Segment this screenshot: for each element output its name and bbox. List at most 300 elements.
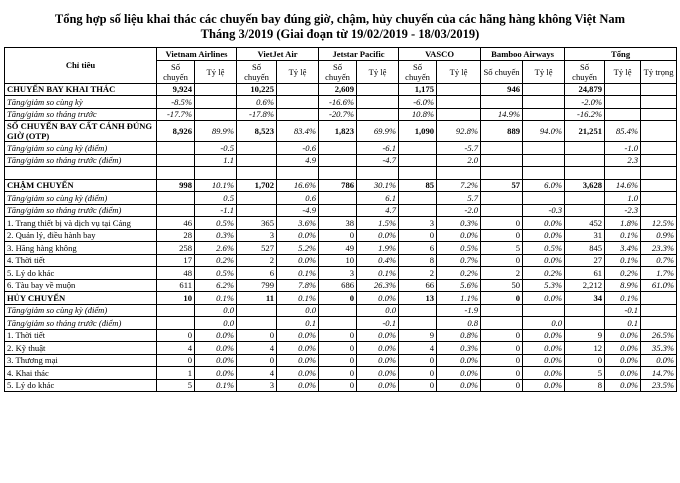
table-cell: 0.5% [523,242,565,255]
table-cell [277,167,319,180]
table-cell: 0 [319,229,357,242]
table-cell: 50 [481,279,523,292]
table-cell: 5.2% [277,242,319,255]
table-cell: 0 [481,354,523,367]
table-cell: 0 [481,342,523,355]
row-label: Tăng/giảm so tháng trước (điểm) [5,317,157,330]
table-cell: 3.6% [277,217,319,230]
table-cell [319,317,357,330]
table-cell: 2.6% [195,242,237,255]
table-cell: 0.0% [277,379,319,392]
table-cell: 5 [157,379,195,392]
header-ty-le: Tỷ lệ [277,60,319,83]
table-cell: 2 [481,267,523,280]
table-cell: 1.1 [195,154,237,167]
table-cell [605,167,641,180]
table-cell: 89.9% [195,121,237,142]
table-cell [481,154,523,167]
table-cell: 26.3% [357,279,399,292]
table-cell [605,83,641,96]
table-cell: -16.6% [319,96,357,109]
table-cell [237,192,277,205]
header-ty-le: Tỷ lệ [605,60,641,83]
table-cell: 9 [565,329,605,342]
table-cell: 0.2% [437,267,481,280]
table-cell: 8 [565,379,605,392]
report-title-line1: Tổng hợp số liệu khai thác các chuyến bay đúng giờ, chậm, hủy chuyến của các hãng hàng không Việt Nam [54,12,626,26]
table-cell: 0 [319,329,357,342]
table-cell [641,179,677,192]
table-cell: 6.2% [195,279,237,292]
table-cell: 0.0% [195,354,237,367]
table-cell: 0.1% [605,292,641,305]
table-cell [523,167,565,180]
table-cell: 0.5% [195,267,237,280]
table-cell: 0.0% [277,329,319,342]
table-cell: 258 [157,242,195,255]
header-row-airlines [5,48,677,61]
table-cell: 0 [399,354,437,367]
row-label: 2. Quản lý, điều hành bay [5,229,157,242]
table-cell: 0 [481,292,523,305]
table-cell: 85.4% [605,121,641,142]
header-vasco: VASCO [399,48,481,61]
table-cell: 1.8% [605,217,641,230]
table-cell [157,154,195,167]
table-cell: 69.9% [357,121,399,142]
header-ty-le: Tỷ lệ [195,60,237,83]
table-cell: 1,702 [237,179,277,192]
table-cell: 23.5% [641,379,677,392]
row-label: Tăng/giảm so tháng trước (điểm) [5,154,157,167]
table-cell: 3 [399,217,437,230]
table-cell: 611 [157,279,195,292]
table-cell [237,204,277,217]
table-cell: 21,251 [565,121,605,142]
table-cell: -4.9 [277,204,319,217]
table-cell [641,121,677,142]
table-cell [565,142,605,155]
table-cell: 0 [319,379,357,392]
table-cell [641,292,677,305]
row-label: 3. Thương mại [5,354,157,367]
table-cell: 6 [237,267,277,280]
row-label: SỐ CHUYẾN BAY CẤT CÁNH ĐÚNG GIỜ (OTP) [5,121,157,142]
row-label: Tăng/giảm so cùng kỳ (điểm) [5,192,157,205]
table-cell: 27 [565,254,605,267]
table-row [5,217,677,230]
table-cell: 0.0 [357,304,399,317]
table-cell: 10 [157,292,195,305]
table-cell [641,204,677,217]
table-cell: -17.7% [157,108,195,121]
table-cell: 14.6% [605,179,641,192]
table-cell [157,304,195,317]
row-label: 6. Tàu bay về muộn [5,279,157,292]
table-cell: 12 [565,342,605,355]
table-cell: 8,926 [157,121,195,142]
table-cell: 0.1% [277,292,319,305]
table-row [5,267,677,280]
table-cell: -0.6 [277,142,319,155]
table-cell: -2.0 [437,204,481,217]
table-cell: 686 [319,279,357,292]
table-cell: 5.7 [437,192,481,205]
table-cell: 4 [157,342,195,355]
report-title [0,12,680,42]
table-cell: 2.3 [605,154,641,167]
table-cell: -1.9 [437,304,481,317]
table-cell: 0 [399,367,437,380]
table-cell: 845 [565,242,605,255]
table-cell: 3 [237,379,277,392]
table-cell [605,96,641,109]
table-cell: 0.9% [641,229,677,242]
header-tong: Tổng [565,48,677,61]
table-cell: 13 [399,292,437,305]
table-cell [481,96,523,109]
table-cell [437,167,481,180]
table-cell: 0.0% [523,379,565,392]
table-cell: 0.1 [277,317,319,330]
table-cell: 1 [157,367,195,380]
row-label: Tăng/giảm so tháng trước (điểm) [5,204,157,217]
table-cell: 14.9% [481,108,523,121]
table-cell: 0 [237,329,277,342]
table-cell [357,108,399,121]
table-cell [195,83,237,96]
table-cell: 0 [481,379,523,392]
table-cell: 1,175 [399,83,437,96]
table-cell: -1.1 [195,204,237,217]
table-cell: 1.9% [357,242,399,255]
table-cell [605,108,641,121]
table-cell: -0.1 [357,317,399,330]
table-cell: 6.0% [523,179,565,192]
report-title-line2: Tháng 3/2019 (Giai đoạn từ 19/02/2019 - 18/03/2019) [200,27,480,41]
table-cell [195,96,237,109]
table-cell: 0.0% [523,354,565,367]
header-ty-le: Tỷ lệ [437,60,481,83]
table-cell: 83.4% [277,121,319,142]
table-cell: 5 [565,367,605,380]
table-cell [319,204,357,217]
row-label: 4. Thời tiết [5,254,157,267]
table-cell: 0.2% [523,267,565,280]
header-so-chuyen: Số chuyến [157,60,195,83]
table-cell [357,83,399,96]
header-vietnam-airlines: Vietnam Airlines [157,48,237,61]
table-cell [523,142,565,155]
table-row [5,121,677,142]
table-cell: 0.0% [641,354,677,367]
table-cell: 26.5% [641,329,677,342]
table-cell: 2 [399,267,437,280]
table-cell: 0.1% [195,292,237,305]
table-cell: 2,212 [565,279,605,292]
table-cell [481,167,523,180]
table-cell: 35.3% [641,342,677,355]
row-label [5,167,157,180]
table-cell: 0.0% [437,379,481,392]
table-cell: 0.0 [277,304,319,317]
table-cell: -6.1 [357,142,399,155]
table-cell [399,304,437,317]
table-cell: 4 [237,367,277,380]
table-cell [157,142,195,155]
table-cell: 8 [399,254,437,267]
table-cell [565,154,605,167]
table-cell: 0.0% [605,379,641,392]
table-cell: 0.0% [357,329,399,342]
table-cell [319,167,357,180]
header-so-chuyen: Số chuyến [319,60,357,83]
table-cell: 1.7% [641,267,677,280]
table-cell: 10 [319,254,357,267]
table-cell [641,142,677,155]
table-cell: 61 [565,267,605,280]
table-body [5,83,677,392]
table-cell: -17.8% [237,108,277,121]
table-cell: 946 [481,83,523,96]
row-label: Tăng/giảm so cùng kỳ (điểm) [5,304,157,317]
table-cell: 0.0% [523,229,565,242]
row-label: Tăng/giảm so tháng trước [5,108,157,121]
table-cell [481,192,523,205]
table-cell: -6.0% [399,96,437,109]
table-cell: 31 [565,229,605,242]
table-cell [641,154,677,167]
table-cell: 0.5 [195,192,237,205]
table-cell [157,167,195,180]
table-cell: 452 [565,217,605,230]
table-cell: 0.2% [195,254,237,267]
table-cell [565,192,605,205]
header-vietjet-air: VietJet Air [237,48,319,61]
table-cell: 92.8% [437,121,481,142]
table-cell: 48 [157,267,195,280]
table-cell: 6 [399,242,437,255]
table-cell: 0 [319,342,357,355]
table-cell: 0.0% [195,367,237,380]
table-cell: 0.0% [605,342,641,355]
table-cell: 0.0% [277,254,319,267]
table-cell: 4 [237,342,277,355]
table-cell: 0 [399,379,437,392]
table-cell: 0.0% [357,342,399,355]
table-cell: 6.1 [357,192,399,205]
table-cell: -4.7 [357,154,399,167]
table-cell: 0.4% [357,254,399,267]
header-so-chuyen: Số chuyến [481,60,523,83]
table-cell [277,108,319,121]
table-cell: 0.0% [523,217,565,230]
table-cell: 0.0 [523,317,565,330]
table-cell: 0.0% [437,354,481,367]
table-cell [357,167,399,180]
table-cell: 998 [157,179,195,192]
table-cell [195,108,237,121]
table-cell: 0.3% [195,229,237,242]
table-cell: 0.3% [437,342,481,355]
table-cell [641,304,677,317]
table-cell: 0.0% [357,367,399,380]
table-cell: 0.0% [195,329,237,342]
table-row [5,108,677,121]
table-row [5,317,677,330]
table-row [5,367,677,380]
table-cell [481,304,523,317]
table-cell: 0.8% [437,329,481,342]
table-cell [523,304,565,317]
table-cell: 0.1% [195,379,237,392]
row-label: 1. Thời tiết [5,329,157,342]
header-ty-le: Tỷ lệ [523,60,565,83]
table-cell [399,204,437,217]
table-cell: 0.1% [277,267,319,280]
table-cell: 365 [237,217,277,230]
table-cell: 0.0 [195,304,237,317]
table-cell: -0.1 [605,304,641,317]
header-ty-trong: Tỷ trọng [641,60,677,83]
table-cell [641,317,677,330]
row-label: 2. Kỹ thuật [5,342,157,355]
table-cell [641,83,677,96]
table-cell: 799 [237,279,277,292]
table-cell: 7.8% [277,279,319,292]
table-cell [641,167,677,180]
table-row [5,279,677,292]
table-cell [481,317,523,330]
table-cell [319,154,357,167]
table-row [5,292,677,305]
table-cell: 0 [481,217,523,230]
table-row [5,229,677,242]
table-cell: 66 [399,279,437,292]
row-label: 5. Lý do khác [5,379,157,392]
table-cell [399,154,437,167]
table-cell: 0.1% [605,254,641,267]
table-cell [523,108,565,121]
table-cell [357,96,399,109]
table-cell: 4 [399,342,437,355]
table-cell: 0.0 [195,317,237,330]
table-cell: 38 [319,217,357,230]
table-cell [237,154,277,167]
table-cell: 0.0% [523,329,565,342]
table-cell [157,192,195,205]
table-row [5,142,677,155]
table-cell: 0 [399,229,437,242]
table-row [5,167,677,180]
table-cell [641,96,677,109]
header-so-chuyen: Số chuyến [399,60,437,83]
table-row [5,329,677,342]
table-cell: 0 [237,354,277,367]
table-cell: 0.7% [437,254,481,267]
table-cell: 23.3% [641,242,677,255]
table-row [5,379,677,392]
table-cell: 0.0% [357,354,399,367]
table-cell: 0 [319,367,357,380]
table-cell [523,96,565,109]
table-row [5,154,677,167]
table-cell: -5.7 [437,142,481,155]
table-cell: 0.3% [437,217,481,230]
table-cell [237,167,277,180]
table-cell: 786 [319,179,357,192]
table-cell: 94.0% [523,121,565,142]
table-cell: 34 [565,292,605,305]
table-cell: -2.3 [605,204,641,217]
table-row [5,192,677,205]
table-cell: -8.5% [157,96,195,109]
table-cell: 0.0% [605,354,641,367]
table-cell: -20.7% [319,108,357,121]
table-cell: 10,225 [237,83,277,96]
table-cell: 4.9 [277,154,319,167]
table-cell [319,192,357,205]
table-cell [523,83,565,96]
table-cell: 0.0% [277,367,319,380]
table-cell: 0 [481,254,523,267]
table-cell: 8,523 [237,121,277,142]
table-cell [195,167,237,180]
table-cell: 0 [481,329,523,342]
table-cell: -1.0 [605,142,641,155]
table-cell: 4.7 [357,204,399,217]
row-label: 5. Lý do khác [5,267,157,280]
table-cell: 9,924 [157,83,195,96]
table-cell: 2.0 [437,154,481,167]
table-cell: 5 [481,242,523,255]
table-cell: 0.0% [605,367,641,380]
table-cell: 46 [157,217,195,230]
table-cell: 9 [399,329,437,342]
table-cell: 0.0% [523,367,565,380]
table-cell [277,83,319,96]
table-cell: 0.0% [605,329,641,342]
table-cell: 2 [237,254,277,267]
table-row [5,254,677,267]
table-cell [565,167,605,180]
table-cell: 0 [157,354,195,367]
table-cell [399,192,437,205]
table-cell [565,317,605,330]
table-cell [565,204,605,217]
table-cell [437,83,481,96]
table-cell: 61.0% [641,279,677,292]
table-cell: 0.1% [605,229,641,242]
table-cell: 1,823 [319,121,357,142]
table-cell: 57 [481,179,523,192]
header-so-chuyen: Số chuyến [565,60,605,83]
table-cell: 12.5% [641,217,677,230]
table-cell [437,96,481,109]
header-so-chuyen: Số chuyến [237,60,277,83]
table-row [5,204,677,217]
table-cell: 85 [399,179,437,192]
table-cell: 0.6% [237,96,277,109]
table-cell [319,304,357,317]
table-cell: 11 [237,292,277,305]
row-label: HỦY CHUYẾN [5,292,157,305]
table-row [5,242,677,255]
table-cell: 3,628 [565,179,605,192]
table-cell [523,192,565,205]
table-cell [481,142,523,155]
table-cell [437,108,481,121]
